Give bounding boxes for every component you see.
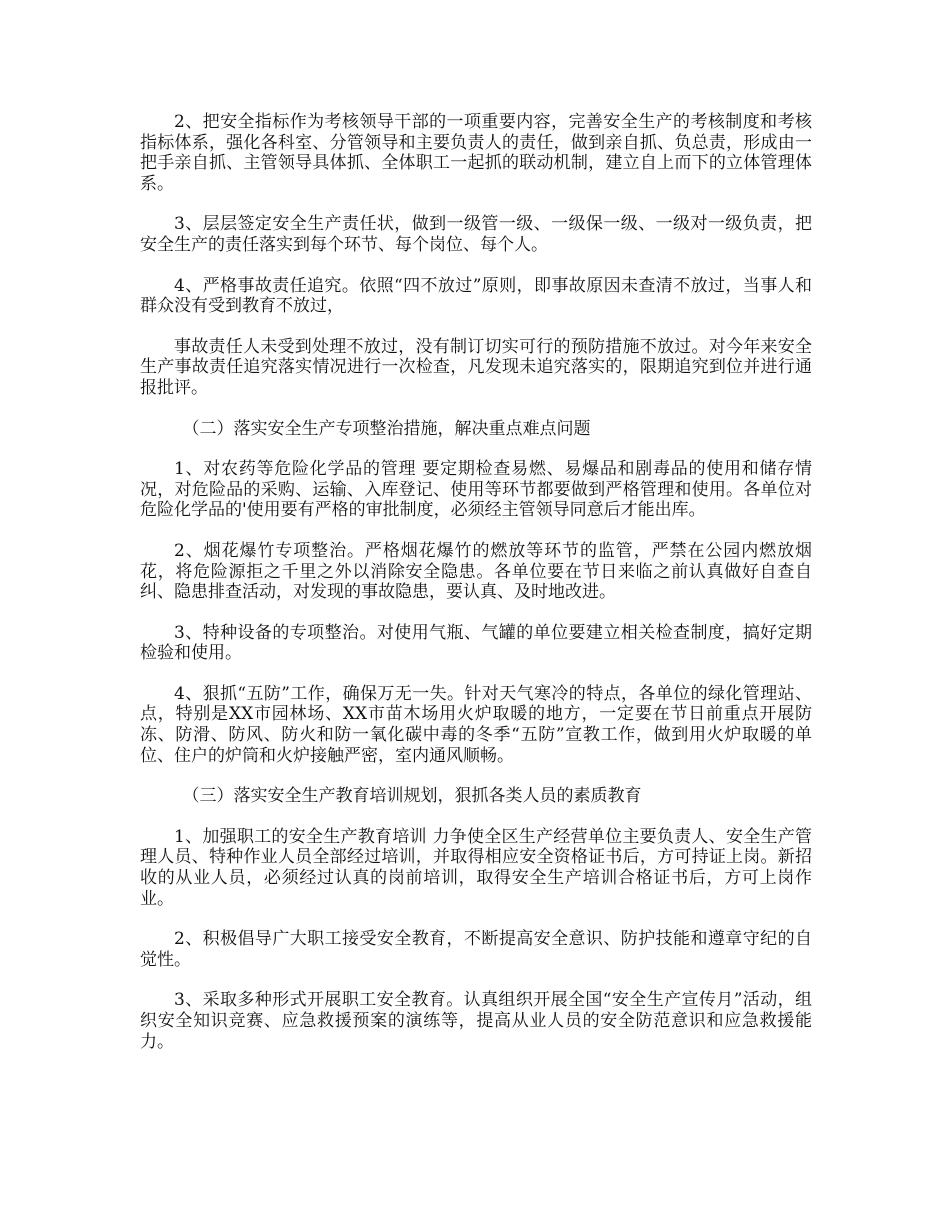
paragraph-assessment-system: 2、把安全指标作为考核领导干部的一项重要内容，完善安全生产的考核制度和考核指标体系，强化各科室、分管领导和主要负责人的责任，做到亲自抓、负总责，形成由一把手亲自抓、主管领导具体抓、全体职工一起抓的联动机制，建立自上而下的立体管理体系。 — [140, 112, 812, 194]
paragraph-responsibility-contract: 3、层层签定安全生产责任状，做到一级管一级、一级保一级、一级对一级负责，把安全生产的责任落实到每个环节、每个岗位、每个人。 — [140, 214, 812, 255]
paragraph-five-preventions: 4、狠抓“五防”工作，确保万无一失。针对天气寒冷的特点，各单位的绿化管理站、点，特别是XX市园林场、XX市苗木场用火炉取暖的地方，一定要在节日前重点开展防冻、防滑、防风、防火和防一氧化碳中毒的冬季“五防”宣教工作，做到用火炉取暖的单位、住户的炉筒和火炉接触严密，室内通风顺畅。 — [140, 683, 812, 766]
paragraph-accident-accountability: 4、严格事故责任追究。依照“四不放过”原则，即事故原因未查清不放过，当事人和群众没有受到教育不放过， — [140, 275, 812, 317]
paragraph-education-activities: 3、采取多种形式开展职工安全教育。认真组织开展全国“安全生产宣传月”活动，组织安全知识竞赛、应急救援预案的演练等，提高从业人员的安全防范意识和应急救援能力。 — [140, 990, 812, 1052]
paragraph-accountability-continued: 事故责任人未受到处理不放过，没有制订切实可行的预防措施不放过。对今年来安全生产事故责任追究落实情况进行一次检查，凡发现未追究落实的，限期追究到位并进行通报批评。 — [140, 336, 812, 398]
section-heading-special-rectification: （二）落实安全生产专项整治措施，解决重点难点问题 — [182, 418, 591, 439]
paragraph-special-equipment: 3、特种设备的专项整治。对使用气瓶、气罐的单位要建立相关检查制度，搞好定期检验和使用。 — [140, 622, 812, 664]
paragraph-safety-awareness: 2、积极倡导广大职工接受安全教育，不断提高安全意识、防护技能和遵章守纪的自觉性。 — [140, 929, 812, 970]
section-heading-education-training: （三）落实安全生产教育培训规划，狠抓各类人员的素质教育 — [182, 786, 642, 807]
paragraph-hazardous-chemicals: 1、对农药等危险化学品的管理 要定期检查易燃、易爆品和剧毒品的使用和储存情况，对危险品的采购、运输、入库登记、使用等环节都要做到严格管理和使用。各单位对危险化学品的'使用要有严格的审批制度，必须经主管领导同意后才能出库。 — [140, 459, 812, 521]
paragraph-fireworks: 2、烟花爆竹专项整治。严格烟花爆竹的燃放等环节的监管，严禁在公园内燃放烟花，将危险源拒之千里之外以消除安全隐患。各单位要在节日来临之前认真做好自查自纠、隐患排查活动，对发现的事故隐患，要认真、及时地改进。 — [140, 540, 812, 603]
document-page — [140, 112, 812, 1072]
paragraph-staff-training: 1、加强职工的安全生产教育培训 力争使全区生产经营单位主要负责人、安全生产管理人员、特种作业人员全部经过培训，并取得相应安全资格证书后，方可持证上岗。新招收的从业人员，必须经过认真的岗前培训，取得安全生产培训合格证书后，方可上岗作业。 — [140, 826, 812, 909]
